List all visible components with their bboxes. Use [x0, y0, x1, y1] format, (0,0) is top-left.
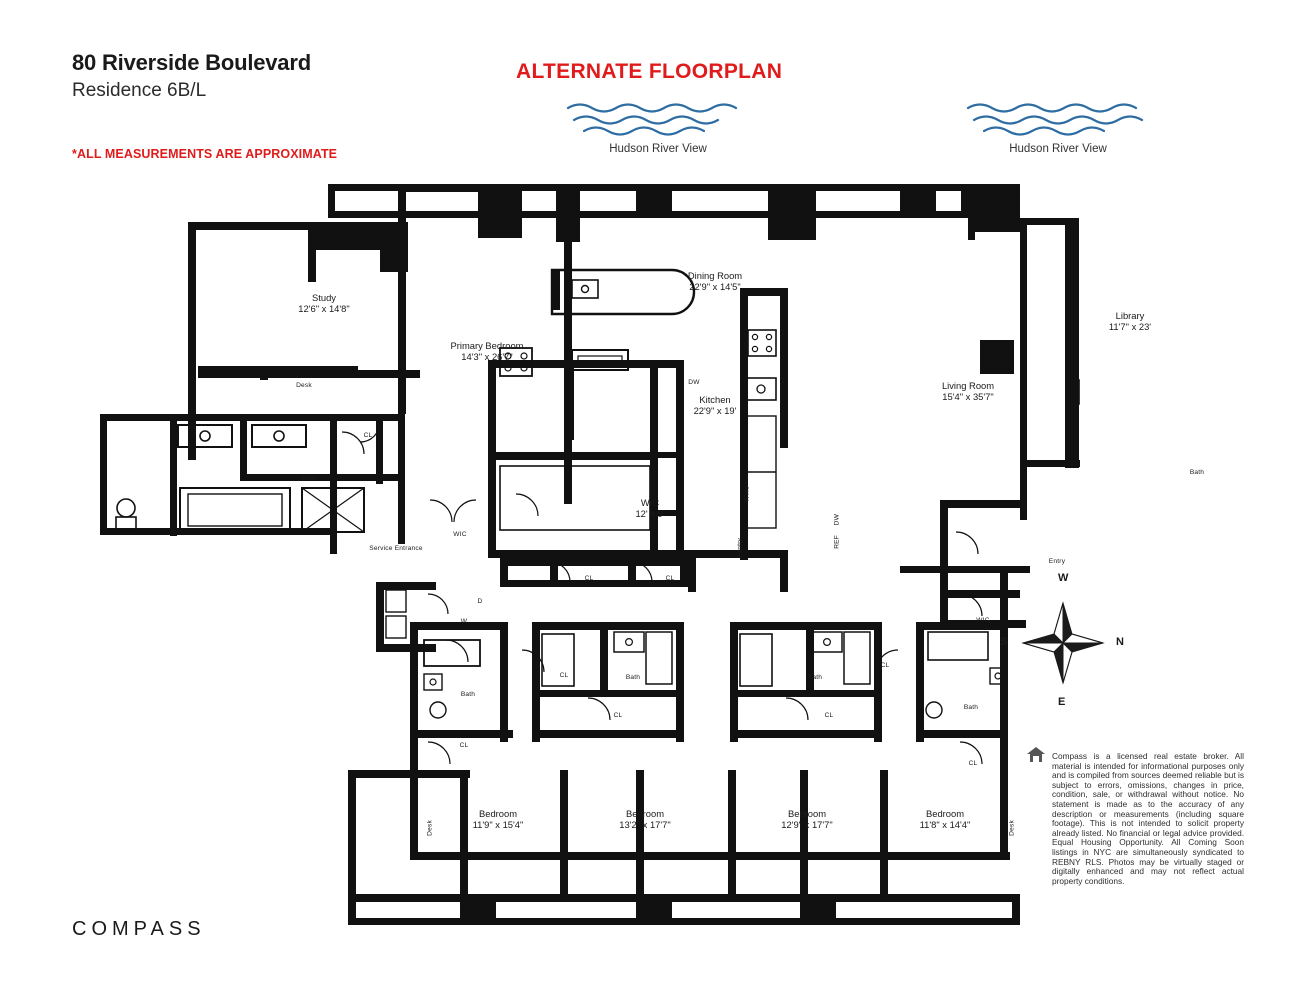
compass-logo: COMPASS [72, 918, 206, 940]
room-name: Study [312, 292, 336, 303]
fixture-label: CL [559, 672, 569, 679]
hudson-river-view-label-left: Hudson River View [609, 143, 707, 155]
room-dimensions: 13'2" x 17'7" [619, 819, 671, 830]
fixture-label: REF [833, 535, 841, 549]
room-name: Living Room [941, 380, 995, 391]
water-waves-icon-left [558, 100, 758, 143]
fixture-label: CL [584, 575, 594, 582]
fixture-label: Bath [1189, 469, 1205, 476]
room-dimensions: 14'3" x 26'7" [461, 351, 513, 362]
equal-housing-icon [1025, 745, 1047, 770]
legal-disclaimer-block [1052, 752, 1244, 886]
fixture-label: Bath [301, 475, 317, 482]
room-dimensions: 11'7" x 23' [1108, 321, 1152, 332]
room-dimensions: 12' x 9' [635, 508, 665, 519]
fixture-label: Desk [426, 820, 434, 836]
fixture-label: CL [363, 432, 373, 439]
room-label [942, 380, 994, 402]
room-dimensions: 11'9" x 15'4" [472, 819, 524, 830]
room-name: Bedroom [625, 808, 665, 819]
fixture-label: Entry [1048, 558, 1066, 565]
fixture-label: W [460, 618, 468, 625]
room-label [920, 808, 971, 830]
room-name: Kitchen [699, 394, 731, 405]
fixture-label: Wine [743, 486, 751, 502]
fixture-label: Bath [963, 704, 979, 711]
room-dimensions: 12'6" x 14'8" [298, 303, 350, 314]
hudson-river-view-label-right: Hudson River View [1009, 143, 1107, 155]
fixture-label: Service Entrance [369, 545, 423, 552]
fixture-label: CL [665, 575, 675, 582]
legal-disclaimer-text: Compass is a licensed real estate broker. All material is intended for informational purposes only and is compiled from sources deemed reliable but is subject to errors, omissions, changes in price, condition, sale, or withdrawal without notice. No statement is made as to the accuracy of any description or measurements (including square footage). This is not intended to solicit property already listed. No financial or legal advice provided. Equal Housing Opportunity. All Coming Soon listings in NYC are simultaneously syndicated to REBNY RLS. Photos may be virtually staged or digitally enhanced and may not reflect actual property conditions. [1052, 751, 1244, 886]
fixture-label: DW [833, 514, 841, 526]
fixture-label: CL [824, 712, 834, 719]
room-label [298, 292, 349, 314]
compass-letter-left: S [1000, 636, 1008, 648]
fixture-label: CL [968, 760, 978, 767]
fixture-label: CL [880, 662, 890, 669]
room-name: Bedroom [787, 808, 827, 819]
compass-letter-top: W [1058, 572, 1069, 584]
room-dimensions: 11'8" x 14'4" [919, 819, 971, 830]
room-name: WIC [640, 497, 660, 508]
fixture-label: DW [688, 379, 700, 386]
measurements-disclaimer: *ALL MEASUREMENTS ARE APPROXIMATE [72, 147, 338, 161]
fixture-label: Pantry [736, 538, 744, 559]
room-label [688, 270, 742, 292]
floorplan-vector [80, 170, 1080, 950]
title-block [72, 50, 311, 102]
water-waves-icon-right [958, 100, 1158, 143]
compass-letter-right: N [1116, 636, 1124, 648]
compass-rose [998, 572, 1128, 708]
fixture-label: Bath [460, 691, 476, 698]
room-label [451, 340, 524, 362]
room-name: Dining Room [687, 270, 743, 281]
alternate-floorplan-heading: ALTERNATE FLOORPLAN [516, 60, 783, 83]
page-title: 80 Riverside Boulevard [72, 50, 311, 75]
fixture-label: WIC [453, 531, 467, 538]
room-dimensions: 22'9" x 19' [693, 405, 737, 416]
fixture-label: CL [613, 712, 623, 719]
room-label [694, 394, 737, 416]
fixture-label: D [477, 598, 483, 605]
room-name: Bedroom [925, 808, 965, 819]
fixture-label: Desk [296, 382, 312, 389]
residence-subtitle: Residence 6B/L [72, 80, 207, 101]
room-dimensions: 12'9" x 17'7" [781, 819, 833, 830]
room-label [635, 497, 664, 519]
room-dimensions: 15'4" x 35'7" [942, 391, 994, 402]
room-label [619, 808, 670, 830]
fixture-label: CL [459, 742, 469, 749]
room-name: Bedroom [478, 808, 518, 819]
fixture-label: Bath [625, 674, 641, 681]
room-name: Library [1115, 310, 1145, 321]
compass-letter-bottom: E [1058, 696, 1066, 708]
room-label [473, 808, 524, 830]
fixture-label: Desk [1008, 820, 1016, 836]
room-dimensions: 22'9" x 14'5" [689, 281, 741, 292]
fixture-label: WIC [976, 617, 990, 624]
room-label [1109, 310, 1151, 332]
room-name: Primary Bedroom [450, 340, 524, 351]
fixture-label: Bath [807, 674, 823, 681]
room-label [781, 808, 832, 830]
